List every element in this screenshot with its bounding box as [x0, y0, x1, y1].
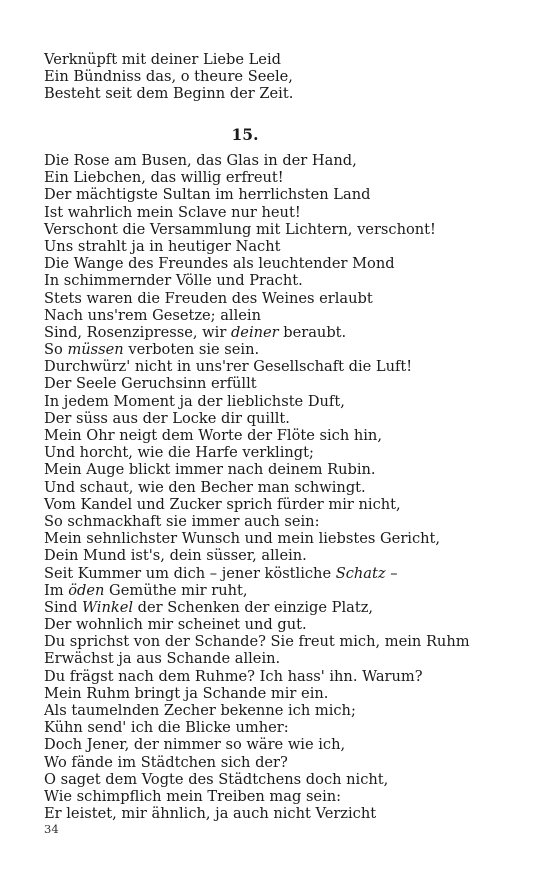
verse-line: Durchwürz' nicht in uns'rer Gesellschaft die Luft!	[44, 358, 413, 376]
verse-line: O saget dem Vogte des Städtchens doch nicht,	[44, 770, 389, 788]
verse-line	[44, 582, 514, 599]
verse-line: Und schaut, wie den Becher man schwingt.	[44, 478, 366, 496]
verse-text: So	[44, 341, 68, 359]
verse-line: So schmackhaft sie immer auch sein:	[44, 512, 320, 530]
verse-line: Ein Bündniss das, o theure Seele,	[44, 68, 293, 86]
verse-line: In schimmernder Völle und Pracht.	[44, 272, 303, 290]
verse-line: Der mächtigste Sultan im herrlichsten Land	[44, 186, 371, 204]
verse-line: Stets waren die Freuden des Weines erlaubt	[44, 289, 373, 307]
verse-line: Wo fände im Städtchen sich der?	[44, 753, 288, 771]
verse-line: Der Seele Geruchsinn erfüllt	[44, 375, 257, 393]
verse-text: Im	[44, 581, 69, 599]
verse-line: Erwächst ja aus Schande allein.	[44, 650, 281, 668]
verse-text: Sind, Rosenzipresse, wir	[44, 323, 231, 341]
poem-number-heading: 15.	[231, 125, 259, 144]
verse-line: Besteht seit dem Beginn der Zeit.	[44, 85, 294, 103]
verse-line: Er leistet, mir ähnlich, ja auch nicht Verzicht	[44, 805, 377, 823]
verse-line: Wie schimpflich mein Treiben mag sein:	[44, 787, 342, 805]
page-number: 34	[44, 822, 59, 836]
verse-text: –	[385, 564, 398, 582]
verse-line: Dein Mund ist's, dein süsser, allein.	[44, 547, 307, 565]
verse-line: Die Rose am Busen, das Glas in der Hand,	[44, 152, 357, 169]
verse-line	[44, 341, 514, 358]
verse-line	[44, 565, 514, 582]
verse-line: Mein Ruhm bringt ja Schande mir ein.	[44, 684, 329, 702]
verse-line: Der süss aus der Locke dir quillt.	[44, 409, 290, 427]
verse-line: Doch Jener, der nimmer so wäre wie ich,	[44, 736, 346, 754]
italic-emphasis: öden	[68, 581, 105, 599]
verse-line: Die Wange des Freundes als leuchtender Mond	[44, 255, 395, 273]
verse-line: Als taumelnden Zecher bekenne ich mich;	[44, 702, 356, 719]
verse-text: Sind	[44, 598, 83, 616]
verse-line: Und horcht, wie die Harfe verklingt;	[44, 444, 314, 462]
italic-emphasis: Schatz	[335, 564, 386, 582]
italic-emphasis: müssen	[67, 341, 124, 359]
preceding-poem-ending	[44, 51, 514, 103]
italic-emphasis: deiner	[230, 323, 279, 341]
verse-line: Verschont die Versammlung mit Lichtern, verschont!	[44, 220, 436, 238]
verse-text: der Schenken der einzige Platz,	[133, 598, 374, 616]
verse-line	[44, 599, 514, 616]
verse-line: Mein Ohr neigt dem Worte der Flöte sich hin,	[44, 427, 382, 444]
verse-text: verboten sie sein.	[123, 341, 260, 359]
verse-line: Du sprichst von der Schande? Sie freut mich, mein Ruhm	[44, 633, 470, 651]
verse-line	[44, 324, 514, 341]
verse-line: Nach uns'rem Gesetze; allein	[44, 306, 261, 324]
poem-body	[44, 152, 514, 822]
verse-line: In jedem Moment ja der lieblichste Duft,	[44, 392, 345, 410]
verse-line: Verknüpft mit deiner Liebe Leid	[44, 51, 281, 68]
verse-line: Du frägst nach dem Ruhme? Ich hass' ihn. Warum?	[44, 667, 423, 685]
verse-line: Ein Liebchen, das willig erfreut!	[44, 169, 284, 187]
verse-line: Mein sehnlichster Wunsch und mein liebstes Gericht,	[44, 530, 441, 548]
verse-line: Kühn send' ich die Blicke umher:	[44, 719, 289, 737]
verse-line: Mein Auge blickt immer nach deinem Rubin.	[44, 461, 376, 479]
verse-line: Vom Kandel und Zucker sprich fürder mir nicht,	[44, 495, 401, 513]
verse-text: Gemüthe mir ruht,	[104, 581, 248, 599]
verse-line: Der wohnlich mir scheinet und gut.	[44, 616, 307, 634]
verse-text: Seit Kummer um dich – jener köstliche	[44, 564, 336, 582]
verse-text: beraubt.	[278, 323, 347, 341]
verse-line: Uns strahlt ja in heutiger Nacht	[44, 237, 281, 255]
italic-emphasis: Winkel	[82, 598, 134, 616]
verse-line: Ist wahrlich mein Sclave nur heut!	[44, 203, 301, 221]
